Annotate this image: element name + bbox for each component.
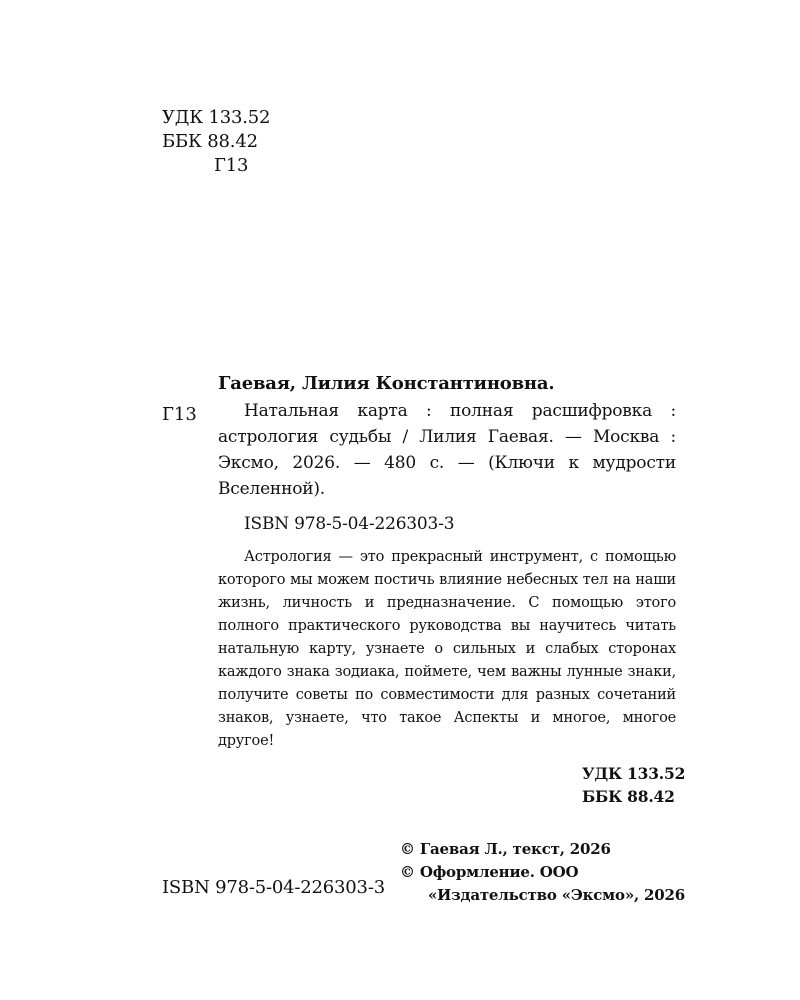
udk-code: УДК 133.52 (162, 107, 271, 128)
isbn-footer: ISBN 978-5-04-226303-3 (162, 877, 385, 898)
copyright-text: © Гаевая Л., текст, 2026 (400, 840, 611, 858)
author-mark: Г13 (214, 155, 249, 176)
udk-code-bottom: УДК 133.52 (582, 764, 686, 783)
author-heading: Гаевая, Лилия Константиновна. (218, 373, 555, 394)
author-mark-side: Г13 (162, 404, 197, 425)
copyright-design-line-1: © Оформление. ООО (400, 863, 579, 881)
bottom-classification-codes (582, 762, 685, 808)
bibliographic-description: Натальная карта : полная расшифровка : астрология судьбы / Лилия Гаевая. — Москва : Эксмо, 2026. — 480 с. — (Ключи к мудрости Вселенной). (218, 401, 676, 499)
copyright-design-line-2: «Издательство «Эксмо», 2026 (428, 886, 685, 904)
isbn-entry: ISBN 978-5-04-226303-3 (244, 514, 455, 534)
annotation-text: Астрология — это прекрасный инструмент, с помощью которого мы можем постичь влияние небесных тел на наши жизнь, личность и предназначение. С помощью этого полного практического руководства вы научитесь читать натальную карту, узнаете о сильных и слабых сторонах каждого знака зодиака, поймете, чем важны лунные знаки, получите советы по совместимости для разных сочетаний знаков, узнаете, что такое Аспекты и многое, многое другое! (218, 549, 676, 749)
bbk-code-bottom: ББК 88.42 (582, 787, 675, 806)
bbk-code: ББК 88.42 (162, 131, 258, 152)
top-classification-codes (162, 106, 270, 178)
copyright-block (400, 838, 685, 907)
